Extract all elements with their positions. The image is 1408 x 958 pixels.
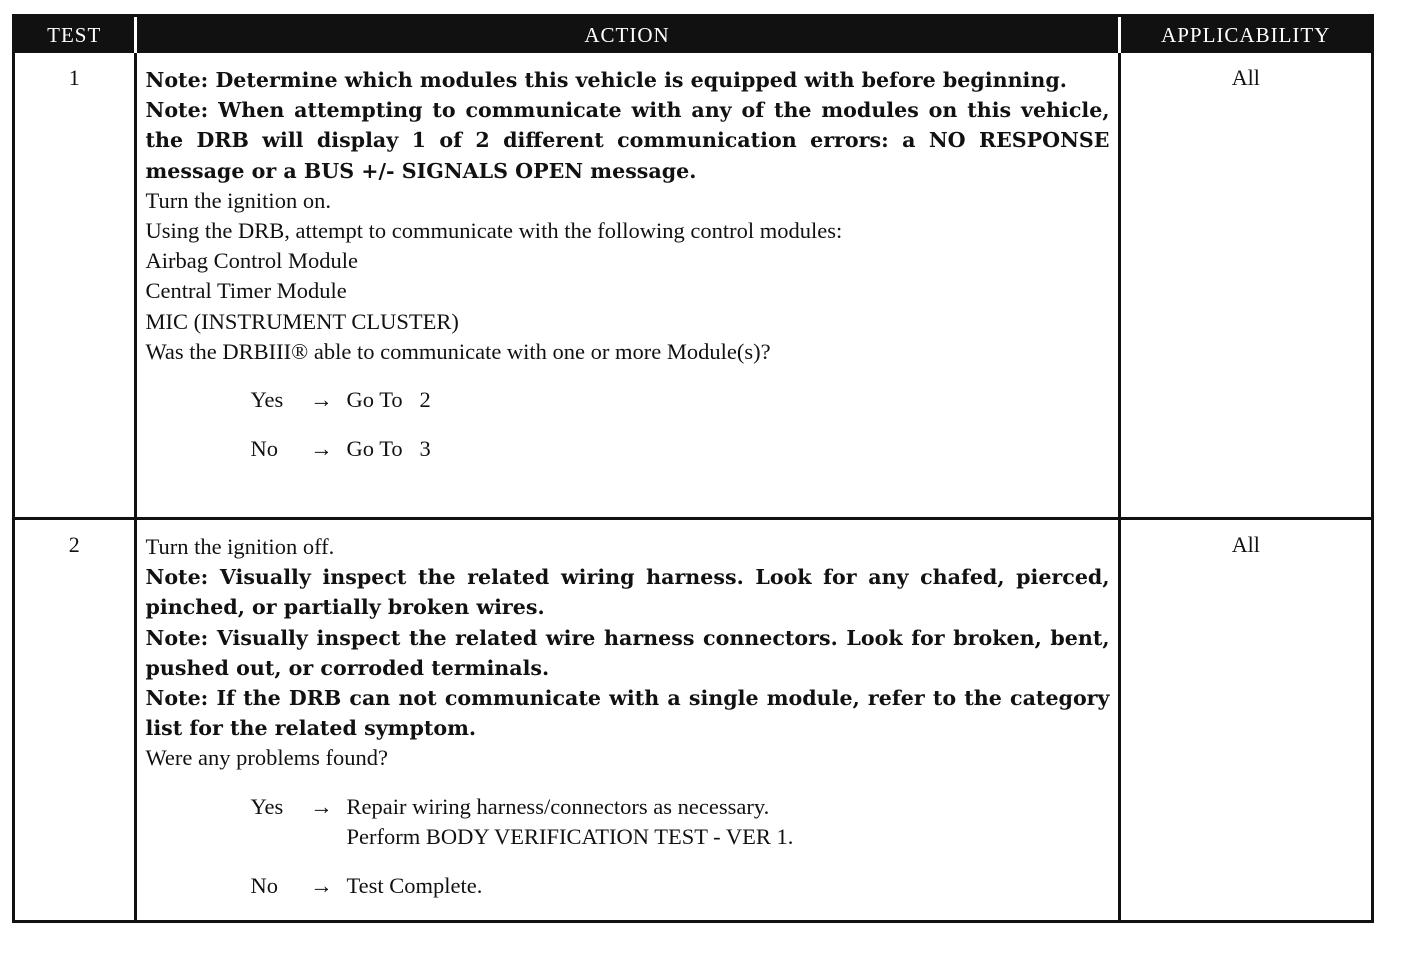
choice-label: Yes: [250, 387, 284, 413]
arrow-right-icon: →: [310, 873, 333, 899]
applicability-value: All: [1119, 519, 1371, 921]
choice-yes: [146, 385, 1110, 415]
note: Note: Visually inspect the related wiring harness. Look for any chafed, pierced, pinched, or partially broken wires.: [145, 565, 1110, 620]
choice-label: No: [250, 436, 278, 462]
applicability-value: All: [1119, 53, 1371, 519]
note: Note: When attempting to communicate with any of the modules on this vehicle, the DRB will display 1 of 2 different communication errors: a NO RESPONSE message or a BUS +/- SIGNALS OPEN message.: [145, 98, 1110, 183]
choice-action: [347, 792, 1110, 852]
arrow-right-icon: →: [310, 387, 333, 413]
choice-action: Test Complete.: [346, 873, 483, 899]
instruction: Turn the ignition on.: [145, 187, 331, 213]
module-item: Airbag Control Module: [145, 248, 358, 274]
choice-yes: [146, 792, 1110, 852]
note: Note: Visually inspect the related wire harness connectors. Look for broken, bent, pushed out, or corroded terminals.: [145, 625, 1110, 680]
instruction: Using the DRB, attempt to communicate with the following control modules:: [145, 218, 843, 244]
note: Note: Determine which modules this vehicle is equipped with before beginning.: [145, 68, 1067, 92]
choice-action-line: Perform BODY VERIFICATION TEST - VER 1.: [346, 823, 794, 849]
instruction: Turn the ignition off.: [145, 534, 335, 559]
module-item: MIC (INSTRUMENT CLUSTER): [145, 308, 459, 334]
choice-action: Go To 3: [346, 436, 431, 462]
choice-label: No: [250, 873, 278, 899]
choices: [146, 385, 1110, 464]
header-action: ACTION: [135, 17, 1119, 53]
note: Note: If the DRB can not communicate with a single module, refer to the category list for the related symptom.: [145, 686, 1110, 741]
test-number: 2: [68, 532, 80, 557]
choice-no: [146, 871, 1110, 901]
choice-action: Go To 2: [346, 387, 431, 413]
table-header-row: [15, 17, 1371, 53]
question: Was the DRBIII® able to communicate with one or more Module(s)?: [145, 338, 771, 364]
arrow-right-icon: →: [310, 793, 333, 819]
header-applicability: APPLICABILITY: [1119, 17, 1371, 53]
module-item: Central Timer Module: [145, 278, 347, 304]
choice-action-line: Repair wiring harness/connectors as necessary.: [346, 793, 770, 819]
table-row: [15, 53, 1371, 519]
action-cell: [135, 53, 1119, 519]
choices: [146, 792, 1110, 902]
choice-label: Yes: [250, 793, 284, 819]
arrow-right-icon: →: [310, 436, 333, 462]
choice-no: [146, 434, 1110, 464]
header-test: TEST: [15, 17, 135, 53]
test-number: 1: [15, 53, 135, 519]
action-cell: [135, 519, 1119, 921]
table-row: [15, 519, 1371, 921]
diagnostic-test-table: [12, 14, 1374, 923]
question: Were any problems found?: [145, 745, 388, 771]
